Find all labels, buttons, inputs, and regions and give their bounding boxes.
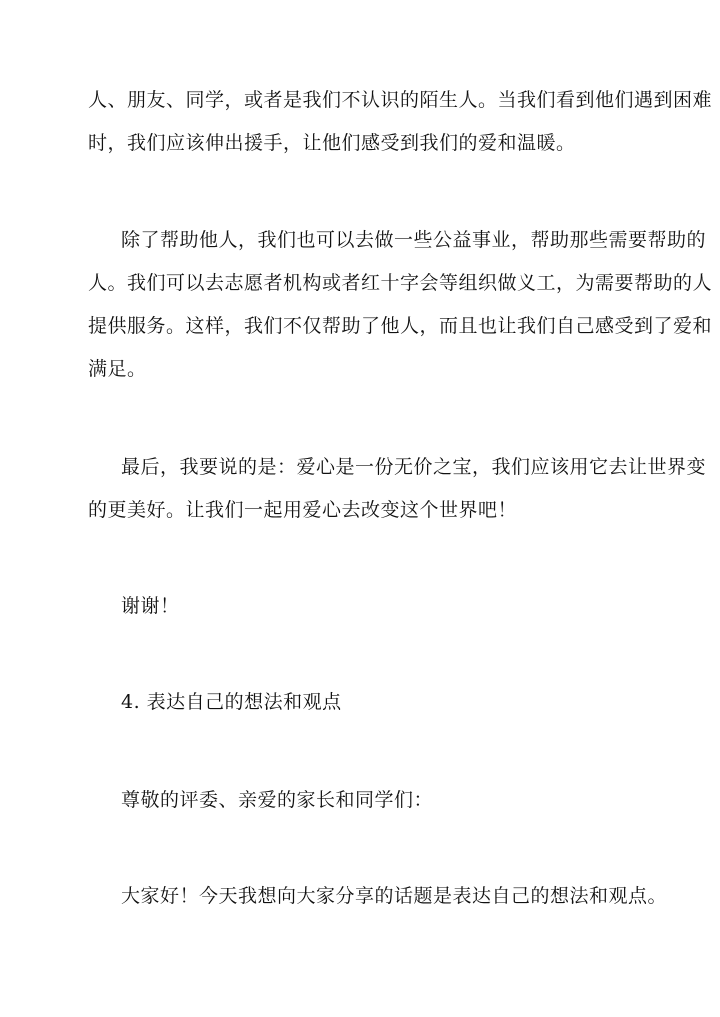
- paragraph-line: 满足。: [88, 358, 147, 380]
- paragraph-line: 的更美好。让我们一起用爱心去改变这个世界吧！: [88, 499, 518, 521]
- paragraph-line: 大家好！今天我想向大家分享的话题是表达自己的想法和观点。: [121, 885, 668, 907]
- paragraph-line: 人。我们可以去志愿者机构或者红十字会等组织做义工，为需要帮助的人: [88, 272, 713, 294]
- paragraph-line: 提供服务。这样，我们不仅帮助了他人，而且也让我们自己感受到了爱和: [88, 315, 713, 337]
- paragraph-line: 除了帮助他人，我们也可以去做一些公益事业，帮助那些需要帮助的: [121, 229, 707, 251]
- paragraph-line: 人、朋友、同学，或者是我们不认识的陌生人。当我们看到他们遇到困难: [88, 89, 713, 111]
- paragraph-line: 时，我们应该伸出援手，让他们感受到我们的爱和温暖。: [88, 132, 576, 154]
- closing-line: 谢谢！: [121, 595, 180, 617]
- section-heading: 4. 表达自己的想法和观点: [121, 691, 342, 713]
- paragraph-line: 最后，我要说的是：爱心是一份无价之宝，我们应该用它去让世界变: [121, 456, 707, 478]
- salutation-line: 尊敬的评委、亲爱的家长和同学们：: [121, 789, 434, 811]
